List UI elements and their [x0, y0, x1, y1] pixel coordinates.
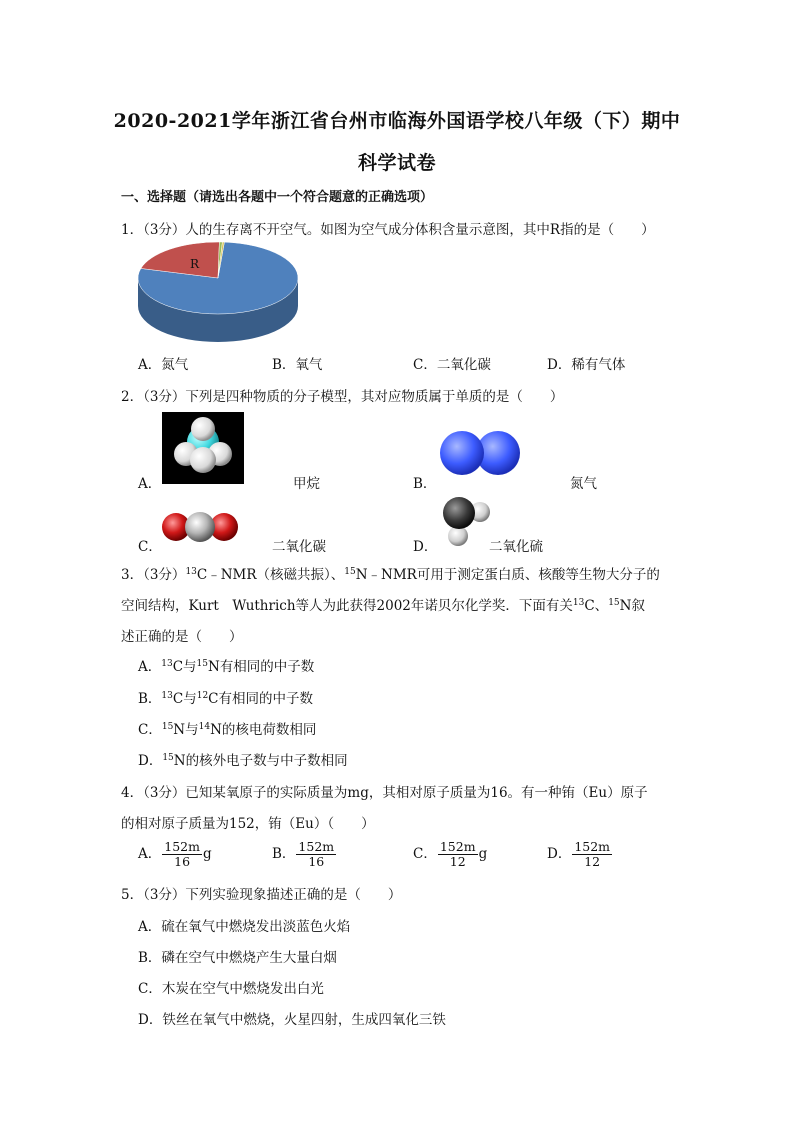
q5-option-b: B．磷在空气中燃烧产生大量白烟	[138, 950, 337, 966]
q1-option-a: A．氮气	[138, 357, 189, 373]
q5-option-c: C．木炭在空气中燃烧发出白光	[138, 981, 324, 997]
q5-option-a: A．硫在氧气中燃烧发出淡蓝色火焰	[138, 919, 351, 935]
q1-option-d: D．稀有气体	[547, 357, 626, 373]
pie-label-r: R	[190, 257, 200, 271]
section-heading: 一、选择题（请选出各题中一个符合题意的正确选项）	[121, 190, 434, 205]
question-2-stem: 2．（3分）下列是四种物质的分子模型，其对应物质属于单质的是（ ）	[121, 389, 564, 405]
methane-molecule-model	[162, 412, 244, 484]
question-3-line-1: 3．（3分）$^{13}$C﹣NMR（核磁共振）、$^{15}$N﹣NMR可用于测定蛋白质、核酸等生物大分子的	[121, 567, 660, 583]
question-5-stem: 5．（3分）下列实验现象描述正确的是（ ）	[121, 887, 402, 903]
q4-option-b: B． $\frac{152m}{16}$	[272, 839, 335, 869]
air-composition-pie-chart	[136, 240, 302, 346]
q2-option-c-letter: C．	[138, 539, 162, 555]
q1-option-b: B．氧气	[272, 357, 323, 373]
question-3-line-2: 空间结构，Kurt Wuthrich等人为此获得2002年诺贝尔化学奖．下面有关$^{13}$C、$^{15}$N叙	[121, 598, 645, 614]
question-4-line-2: 的相对原子质量为152，铕（Eu）（ ）	[121, 816, 375, 832]
page-subtitle: 科学试卷	[357, 152, 436, 174]
page-title: 2020-2021学年浙江省台州市临海外国语学校八年级（下）期中	[113, 110, 681, 132]
q2-option-d-letter: D．	[413, 539, 438, 555]
sulfur-dioxide-molecule-model	[436, 492, 494, 550]
q1-option-c: C．二氧化碳	[413, 357, 491, 373]
q2-option-a-letter: A．	[138, 476, 162, 492]
q2-option-b-letter: B．	[413, 476, 437, 492]
q4-option-a: A． $\frac{152m}{16}$ g	[138, 839, 212, 869]
nitrogen-molecule-model	[438, 430, 522, 476]
q2-option-c-name: 二氧化碳	[272, 539, 326, 555]
q2-option-a-name: 甲烷	[293, 476, 320, 492]
q2-option-d-name: 二氧化硫	[489, 539, 543, 555]
q3-option-d: D．$^{15}$N的核外电子数与中子数相同	[138, 753, 348, 769]
question-4-line-1: 4．（3分）已知某氧原子的实际质量为mg，其相对原子质量为16。有一种铕（Eu）原子	[121, 785, 648, 801]
q3-option-a: A．$^{13}$C与$^{15}$N有相同的中子数	[138, 659, 315, 675]
question-1-stem: 1．（3分）人的生存离不开空气。如图为空气成分体积含量示意图，其中R指的是（ ）	[121, 222, 655, 238]
q4-option-d: D． $\frac{152m}{12}$	[547, 839, 611, 869]
q4-option-c: C． $\frac{152m}{12}$ g	[413, 839, 488, 869]
carbon-dioxide-molecule-model	[162, 507, 238, 547]
q3-option-b: B．$^{13}$C与$^{12}$C有相同的中子数	[138, 691, 314, 707]
q2-option-b-name: 氮气	[570, 476, 597, 492]
q3-option-c: C．$^{15}$N与$^{14}$N的核电荷数相同	[138, 722, 317, 738]
pie-top	[138, 242, 298, 314]
q5-option-d: D．铁丝在氧气中燃烧，火星四射，生成四氧化三铁	[138, 1012, 446, 1028]
question-3-line-3: 述正确的是（ ）	[121, 629, 243, 645]
